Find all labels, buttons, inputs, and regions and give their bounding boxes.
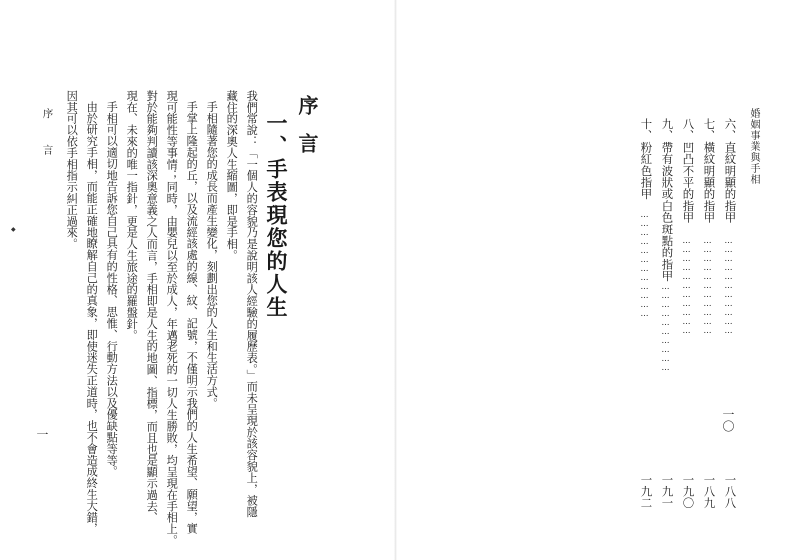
left-page (0, 0, 396, 560)
paragraph-line: 手相隨著您的成長而產生變化，刻劃出您的人生和生活方式。 (205, 101, 219, 409)
page-number-left: 一 (35, 428, 49, 440)
toc-entry-dots: …………………………… (724, 236, 733, 335)
book-spine (394, 0, 397, 560)
toc-entry-dots: ………………………… (661, 282, 670, 372)
toc-entry-page: 一八八 (723, 474, 738, 509)
ink-mark: ◆ (11, 226, 16, 233)
toc-entry-dots: …………………………… (682, 236, 691, 335)
toc-entry-label: 七、橫紋明顯的指甲 (702, 118, 717, 224)
running-title: 婚姻事業與手相 (748, 108, 759, 185)
paragraph-line: 因其可以依手相指示糾正過來。 (65, 90, 79, 250)
paragraph-line: 我們常說：「一個人的容貌乃是說明該人經驗的履歷表。」而未呈現於該容貌上，被隱 (245, 90, 259, 518)
paragraph-line: 現可能性等事情；同時，由嬰兒以至於成人，年邁老死的一切人生勝敗，均呈現在手相上。 (165, 90, 179, 546)
toc-entry-label: 九、帶有波狀或白色斑點的指甲 (660, 118, 675, 282)
paragraph-line: 手掌上隆起的丘，以及流經該處的線、紋、記號，不僅明示我們的人生希望、願望，實 (185, 101, 199, 535)
toc-entry-label: 十、粉紅色指甲 (639, 118, 654, 200)
paragraph-line: 由於研究手相，而能正確地瞭解自己的真象，即使迷失正道時，也不會造成終生大錯， (85, 101, 99, 535)
section-heading: 一、手表現您的人生 (264, 112, 289, 319)
page-heading: 序言 (295, 95, 319, 171)
paragraph-line: 藏住的深奧人生縮圖，即是手相。 (225, 90, 239, 261)
toc-entry-dots: ……………………………… (640, 210, 649, 318)
paragraph-line: 手相可以適切地告訴您自己具有的性格、思惟、行動方法以及優缺點等等。 (105, 101, 119, 478)
paragraph-line: 現在、未來的唯一指針，更是人生旅途的羅盤針。 (125, 90, 139, 341)
page-number-right: 一〇 (721, 408, 735, 432)
toc-entry-label: 八、凹凸不平的指甲 (681, 118, 696, 224)
toc-entry-page: 一九二 (639, 474, 654, 509)
paragraph-line: 對於能夠判讀該深奧意義之人而言，手相即是人生的地圖、指標，而且也是顯示過去、 (145, 90, 159, 524)
toc-entry-label: 六、直紋明顯的指甲 (723, 118, 738, 224)
toc-entry-page: 一九一 (660, 474, 675, 509)
footer-title: 序言 (41, 108, 54, 181)
toc-entry-dots: …………………………… (703, 236, 712, 335)
toc-entry-page: 一九〇 (681, 474, 696, 509)
toc-entry-page: 一八九 (702, 474, 717, 509)
